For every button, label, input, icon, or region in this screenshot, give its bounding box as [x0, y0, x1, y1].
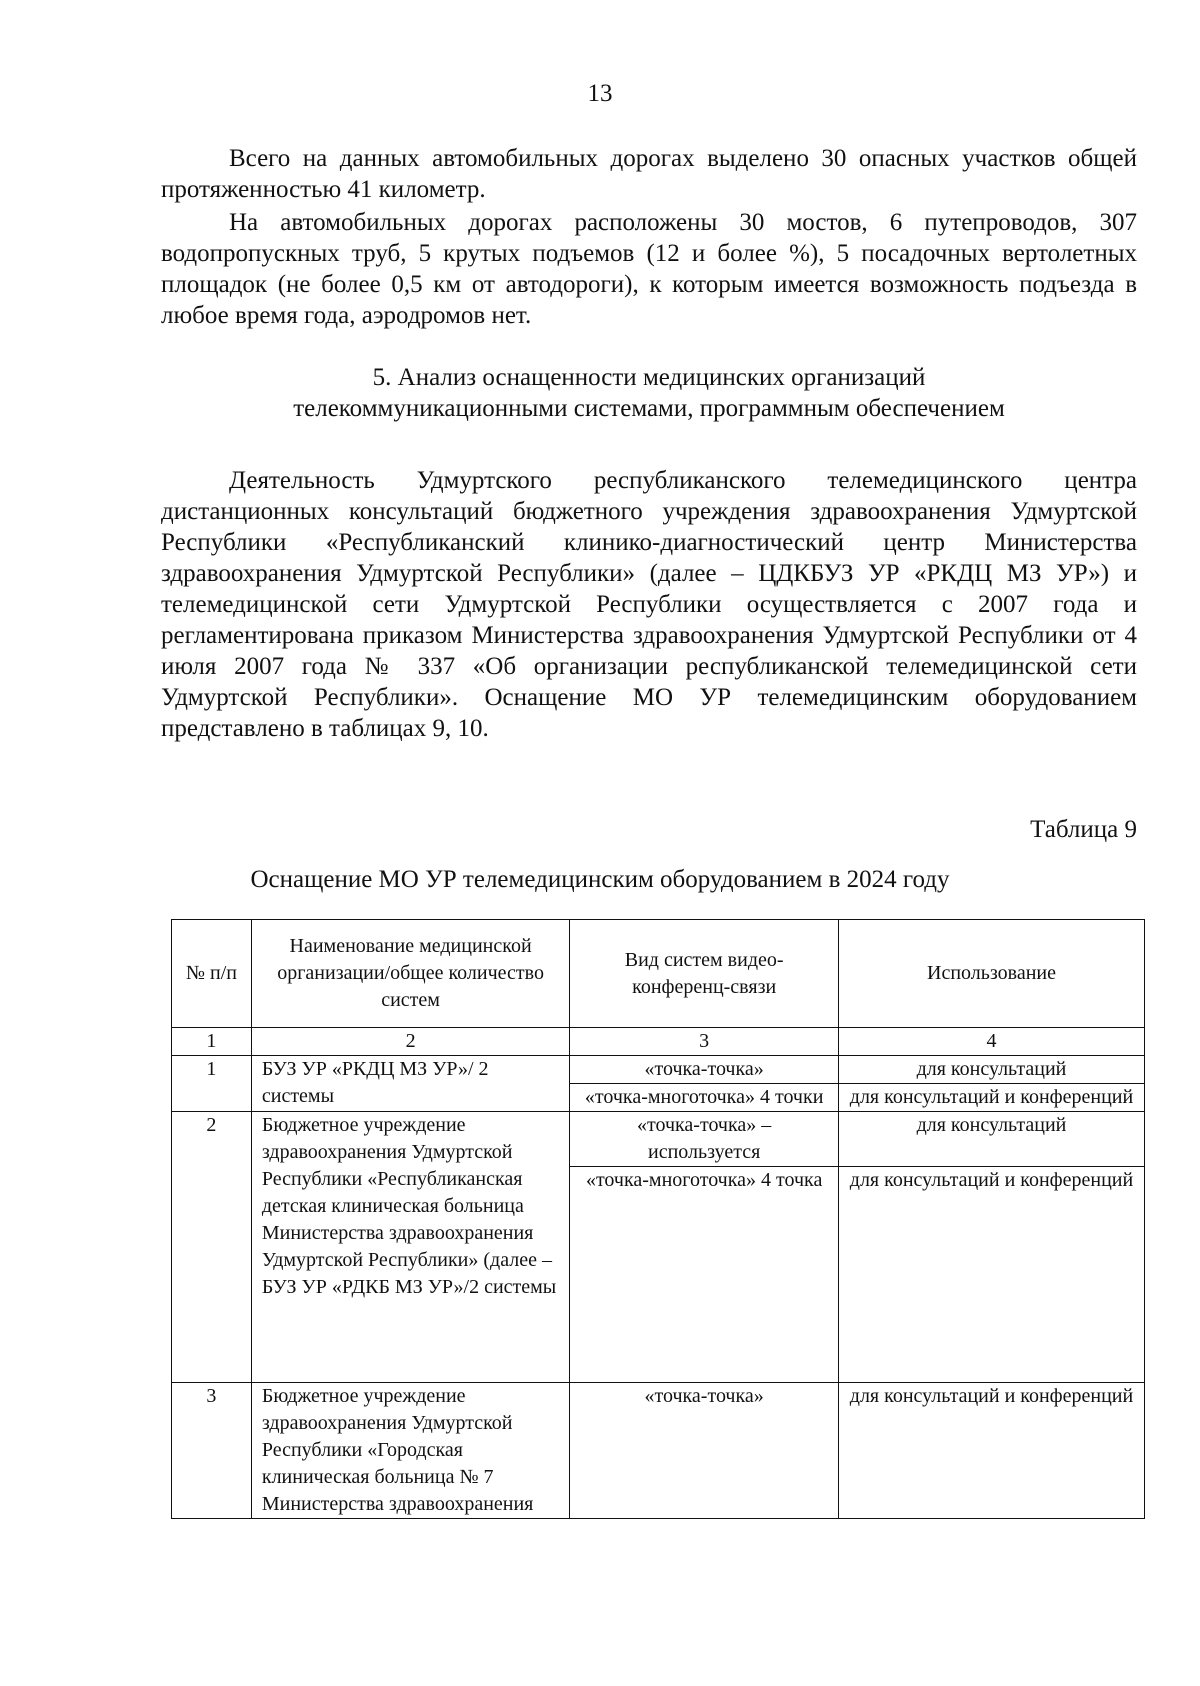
section-heading-line-1: 5. Анализ оснащенности медицинских организаций: [372, 364, 926, 391]
equipment-table: [171, 919, 1145, 1519]
table-header-row: [172, 920, 1145, 1028]
row-usage: для консультаций и конференций: [838, 1383, 1144, 1519]
paragraph-telemedicine-center: Деятельность Удмуртского республиканского телемедицинского центра дистанционных консультаций бюджетного учреждения здравоохранения Удмуртской Республики «Республиканский клинико-диагностический центр Министерства здравоохранения Удмуртской Республики» (далее – ЦДКБУЗ УР «РКДЦ МЗ УР») и телемедицинской сети Удмуртской Республики осуществляется с 2007 года и регламентирована приказом Министерства здравоохранения Удмуртской Республики от 4 июля 2007 года № 337 «Об организации республиканской телемедицинской сети Удмуртской Республики». Оснащение МО УР телемедицинским оборудованием представлено в таблицах 9, 10.: [161, 467, 1137, 742]
page-number: 13: [587, 80, 613, 107]
header-system-type: Вид систем видео-конференц-связи: [570, 920, 839, 1028]
row-usage: для консультаций и конференций: [838, 1167, 1144, 1383]
row-number: 1: [172, 1056, 252, 1112]
column-number-1: 1: [172, 1028, 252, 1056]
table-title: Оснащение МО УР телемедицинским оборудованием в 2024 году: [250, 866, 950, 893]
row-number: 3: [172, 1383, 252, 1519]
row-usage: для консультаций: [838, 1112, 1144, 1167]
header-usage: Использование: [838, 920, 1144, 1028]
row-organization: Бюджетное учреждение здравоохранения Удмуртской Республики «Городская клиническая больница № 7 Министерства здравоохранения: [251, 1383, 569, 1519]
table-row: [172, 1112, 1145, 1167]
row-usage: для консультаций и конференций: [838, 1084, 1144, 1112]
column-number-4: 4: [838, 1028, 1144, 1056]
section-heading: [161, 362, 1137, 424]
row-system-type: «точка-многоточка» 4 точки: [570, 1084, 839, 1112]
row-organization: БУЗ УР «РКДЦ МЗ УР»/ 2 системы: [251, 1056, 569, 1112]
row-system-type: «точка-точка» – используется: [570, 1112, 839, 1167]
paragraph-road-structures: На автомобильных дорогах расположены 30 мостов, 6 путепроводов, 307 водопропускных труб, 5 крутых подъемов (12 и более %), 5 посадочных вертолетных площадок (не более 0,5 км от автодороги), к которым имеется возможность подъезда в любое время года, аэродромов нет.: [161, 209, 1137, 329]
table-caption: Таблица 9: [1030, 816, 1137, 843]
row-system-type: «точка-многоточка» 4 точка: [570, 1167, 839, 1383]
column-number-3: 3: [570, 1028, 839, 1056]
section-heading-line-2: телекоммуникационными системами, программным обеспечением: [293, 395, 1005, 422]
row-usage: для консультаций: [838, 1056, 1144, 1084]
column-number-2: 2: [251, 1028, 569, 1056]
paragraph-dangerous-sections: Всего на данных автомобильных дорогах выделено 30 опасных участков общей протяженностью 41 километр.: [161, 145, 1137, 203]
table-row: [172, 1383, 1145, 1519]
row-system-type: «точка-точка»: [570, 1383, 839, 1519]
table-row: [172, 1056, 1145, 1084]
row-system-type: «точка-точка»: [570, 1056, 839, 1084]
header-number: № п/п: [172, 920, 252, 1028]
header-organization: Наименование медицинской организации/общее количество систем: [251, 920, 569, 1028]
row-organization: Бюджетное учреждение здравоохранения Удмуртской Республики «Республиканская детская клиническая больница Министерства здравоохранения Удмуртской Республики» (далее – БУЗ УР «РДКБ МЗ УР»/2 системы: [251, 1112, 569, 1383]
table-column-numbers-row: [172, 1028, 1145, 1056]
row-number: 2: [172, 1112, 252, 1383]
